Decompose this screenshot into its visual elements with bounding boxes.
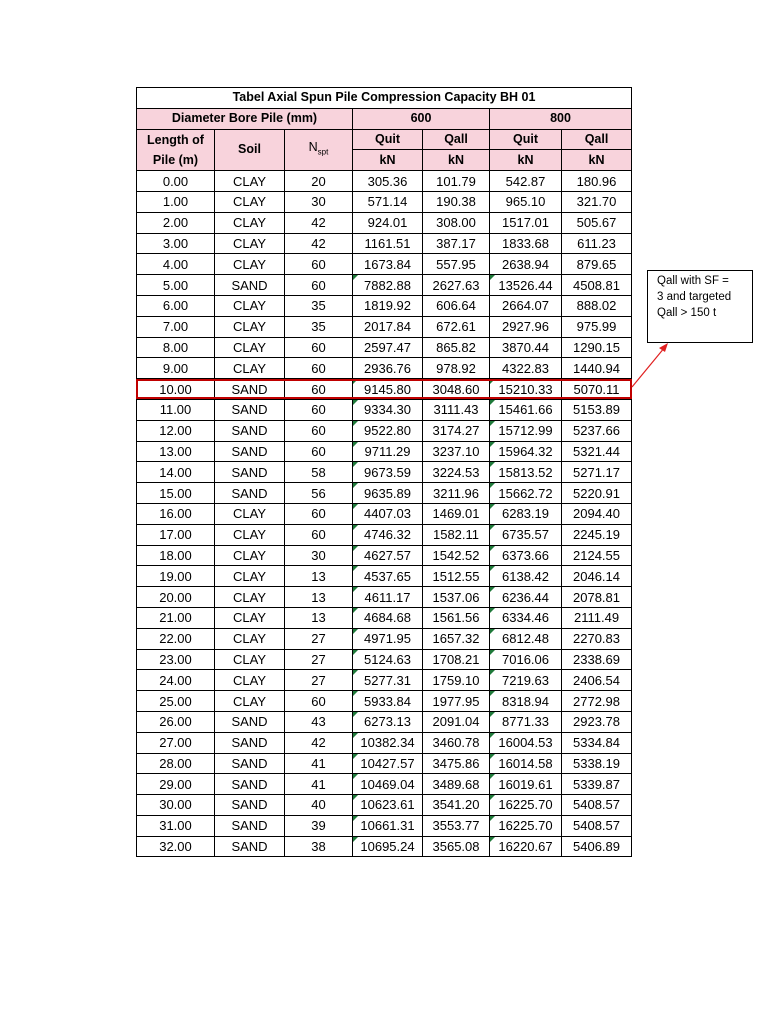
cell-nspt: 43 [285,711,353,732]
cell-qall-800: 5406.89 [562,836,632,857]
cell-qall-600: 1759.10 [423,670,490,691]
cell-nspt: 42 [285,732,353,753]
cell-qult-600: 1161.51 [353,233,423,254]
cell-nspt: 27 [285,670,353,691]
cell-qult-800: 8318.94 [490,691,562,712]
cell-qult-600: 5124.63 [353,649,423,670]
cell-qult-600: 5277.31 [353,670,423,691]
cell-soil: CLAY [215,607,285,628]
cell-nspt: 60 [285,524,353,545]
cell-qall-800: 5339.87 [562,774,632,795]
cell-qult-600: 2017.84 [353,316,423,337]
cell-soil: SAND [215,379,285,400]
cell-length: 5.00 [137,275,215,296]
cell-nspt: 41 [285,774,353,795]
cell-qall-800: 5220.91 [562,483,632,504]
cell-nspt: 38 [285,836,353,857]
callout-line3: Qall > 150 t [657,307,717,319]
cell-length: 25.00 [137,691,215,712]
cell-nspt: 60 [285,358,353,379]
cell-qall-800: 2078.81 [562,587,632,608]
cell-qall-800: 5408.57 [562,795,632,816]
cell-qult-600: 9522.80 [353,420,423,441]
cell-qall-800: 2245.19 [562,524,632,545]
cell-soil: CLAY [215,295,285,316]
cell-nspt: 60 [285,691,353,712]
cell-qall-800: 879.65 [562,254,632,275]
cell-qult-800: 7016.06 [490,649,562,670]
cell-length: 16.00 [137,503,215,524]
cell-qult-600: 4971.95 [353,628,423,649]
cell-qall-600: 3224.53 [423,462,490,483]
cell-length: 31.00 [137,815,215,836]
cell-soil: CLAY [215,566,285,587]
cell-qall-800: 5271.17 [562,462,632,483]
cell-qall-600: 606.64 [423,295,490,316]
cell-qall-800: 5338.19 [562,753,632,774]
cell-qall-800: 2046.14 [562,566,632,587]
cell-qult-800: 4322.83 [490,358,562,379]
cell-soil: CLAY [215,233,285,254]
cell-length: 30.00 [137,795,215,816]
cell-qult-600: 1819.92 [353,295,423,316]
cell-qall-800: 2094.40 [562,503,632,524]
cell-length: 24.00 [137,670,215,691]
cell-length: 27.00 [137,732,215,753]
cell-nspt: 35 [285,295,353,316]
cell-qult-800: 6334.46 [490,607,562,628]
cell-length: 0.00 [137,171,215,192]
cell-qult-600: 10623.61 [353,795,423,816]
cell-soil: SAND [215,399,285,420]
cell-nspt: 60 [285,399,353,420]
cell-qall-600: 3048.60 [423,379,490,400]
cell-qall-800: 1290.15 [562,337,632,358]
cell-qall-600: 3475.86 [423,753,490,774]
cell-qall-600: 1708.21 [423,649,490,670]
cell-qall-600: 3174.27 [423,420,490,441]
length-header-line1: Length of [147,132,204,147]
cell-qult-800: 542.87 [490,171,562,192]
cell-soil: SAND [215,732,285,753]
cell-qall-800: 5153.89 [562,399,632,420]
cell-length: 29.00 [137,774,215,795]
cell-qall-600: 308.00 [423,212,490,233]
cell-soil: SAND [215,753,285,774]
cell-qult-800: 965.10 [490,191,562,212]
diameter-label: Diameter Bore Pile (mm) [137,108,353,129]
cell-qult-600: 10469.04 [353,774,423,795]
cell-length: 19.00 [137,566,215,587]
cell-length: 18.00 [137,545,215,566]
cell-soil: CLAY [215,212,285,233]
cell-nspt: 60 [285,441,353,462]
cell-qult-600: 4611.17 [353,587,423,608]
cell-qult-600: 4537.65 [353,566,423,587]
cell-qall-600: 3553.77 [423,815,490,836]
cell-qall-600: 3211.96 [423,483,490,504]
cell-soil: CLAY [215,691,285,712]
cell-nspt: 13 [285,607,353,628]
cell-nspt: 60 [285,275,353,296]
cell-qall-600: 3460.78 [423,732,490,753]
cell-qult-600: 571.14 [353,191,423,212]
cell-qult-800: 2638.94 [490,254,562,275]
cell-qult-800: 15813.52 [490,462,562,483]
soil-header: Soil [215,129,285,171]
cell-nspt: 27 [285,628,353,649]
cell-qall-800: 505.67 [562,212,632,233]
cell-qall-800: 2406.54 [562,670,632,691]
cell-qall-800: 5334.84 [562,732,632,753]
cell-qult-800: 16225.70 [490,795,562,816]
qult-800-header: Quit [490,129,562,150]
cell-nspt: 56 [285,483,353,504]
cell-qall-600: 865.82 [423,337,490,358]
cell-qult-800: 3870.44 [490,337,562,358]
cell-length: 1.00 [137,191,215,212]
cell-qult-600: 5933.84 [353,691,423,712]
cell-length: 20.00 [137,587,215,608]
cell-qult-800: 15461.66 [490,399,562,420]
cell-length: 10.00 [137,379,215,400]
cell-qall-800: 4508.81 [562,275,632,296]
cell-soil: CLAY [215,337,285,358]
cell-qult-800: 6283.19 [490,503,562,524]
cell-soil: CLAY [215,316,285,337]
cell-nspt: 60 [285,379,353,400]
nspt-sub: spt [317,147,329,157]
cell-qall-800: 2338.69 [562,649,632,670]
cell-qall-800: 321.70 [562,191,632,212]
cell-qall-600: 1582.11 [423,524,490,545]
cell-qult-800: 6138.42 [490,566,562,587]
qall-800-header: Qall [562,129,632,150]
length-header-line2: Pile (m) [152,152,199,167]
table-title: Tabel Axial Spun Pile Compression Capacity BH 01 [137,88,632,109]
cell-qult-800: 16225.70 [490,815,562,836]
cell-qult-800: 15662.72 [490,483,562,504]
cell-qall-600: 387.17 [423,233,490,254]
cell-length: 32.00 [137,836,215,857]
cell-soil: CLAY [215,524,285,545]
cell-qult-800: 15964.32 [490,441,562,462]
cell-soil: SAND [215,483,285,504]
nspt-main: N [308,140,318,155]
cell-qult-800: 16004.53 [490,732,562,753]
cell-nspt: 60 [285,254,353,275]
unit-qall-600: kN [423,150,490,171]
cell-length: 17.00 [137,524,215,545]
cell-qult-600: 2597.47 [353,337,423,358]
cell-qult-600: 10427.57 [353,753,423,774]
cell-soil: CLAY [215,503,285,524]
cell-qult-800: 6735.57 [490,524,562,545]
cell-qult-600: 2936.76 [353,358,423,379]
cell-qall-800: 180.96 [562,171,632,192]
cell-qall-800: 5321.44 [562,441,632,462]
cell-qall-600: 1537.06 [423,587,490,608]
cell-length: 22.00 [137,628,215,649]
cell-qall-600: 1561.56 [423,607,490,628]
cell-length: 8.00 [137,337,215,358]
cell-soil: CLAY [215,254,285,275]
cell-qult-600: 4746.32 [353,524,423,545]
diameter-800: 800 [490,108,632,129]
cell-length: 2.00 [137,212,215,233]
cell-nspt: 42 [285,212,353,233]
cell-nspt: 41 [285,753,353,774]
cell-length: 28.00 [137,753,215,774]
cell-qall-600: 1512.55 [423,566,490,587]
cell-soil: SAND [215,774,285,795]
cell-qult-800: 2664.07 [490,295,562,316]
cell-soil: CLAY [215,649,285,670]
unit-qall-800: kN [562,150,632,171]
cell-qall-600: 1542.52 [423,545,490,566]
cell-qult-800: 6236.44 [490,587,562,608]
cell-qult-800: 15210.33 [490,379,562,400]
cell-length: 13.00 [137,441,215,462]
cell-length: 3.00 [137,233,215,254]
cell-qult-800: 2927.96 [490,316,562,337]
cell-nspt: 35 [285,316,353,337]
cell-qult-800: 16014.58 [490,753,562,774]
cell-qult-800: 7219.63 [490,670,562,691]
unit-qult-600: kN [353,150,423,171]
cell-nspt: 13 [285,587,353,608]
cell-qall-800: 2923.78 [562,711,632,732]
cell-nspt: 60 [285,503,353,524]
cell-soil: CLAY [215,628,285,649]
cell-nspt: 30 [285,545,353,566]
cell-length: 12.00 [137,420,215,441]
cell-length: 23.00 [137,649,215,670]
diameter-600: 600 [353,108,490,129]
cell-soil: SAND [215,462,285,483]
cell-qult-600: 1673.84 [353,254,423,275]
cell-soil: SAND [215,420,285,441]
callout-line1: Qall with SF = [657,275,729,287]
cell-length: 7.00 [137,316,215,337]
cell-qall-600: 672.61 [423,316,490,337]
cell-soil: CLAY [215,358,285,379]
cell-qall-600: 2091.04 [423,711,490,732]
cell-soil: SAND [215,795,285,816]
cell-qult-600: 10695.24 [353,836,423,857]
cell-qult-800: 1833.68 [490,233,562,254]
qall-600-header: Qall [423,129,490,150]
cell-qult-600: 9635.89 [353,483,423,504]
cell-length: 6.00 [137,295,215,316]
cell-qult-800: 16220.67 [490,836,562,857]
cell-qall-800: 5237.66 [562,420,632,441]
cell-qall-600: 2627.63 [423,275,490,296]
cell-qall-600: 978.92 [423,358,490,379]
cell-qall-800: 975.99 [562,316,632,337]
cell-qult-800: 6373.66 [490,545,562,566]
cell-nspt: 20 [285,171,353,192]
cell-qult-600: 924.01 [353,212,423,233]
cell-qult-600: 4627.57 [353,545,423,566]
cell-qult-600: 9334.30 [353,399,423,420]
arrow-line [632,347,665,387]
qult-600-header: Quit [353,129,423,150]
cell-length: 11.00 [137,399,215,420]
cell-nspt: 58 [285,462,353,483]
cell-soil: SAND [215,441,285,462]
cell-qall-600: 1977.95 [423,691,490,712]
cell-qult-600: 9711.29 [353,441,423,462]
cell-qall-800: 5408.57 [562,815,632,836]
callout-line2: 3 and targeted [657,291,732,303]
cell-qult-800: 1517.01 [490,212,562,233]
cell-qall-600: 3111.43 [423,399,490,420]
cell-soil: CLAY [215,191,285,212]
cell-nspt: 30 [285,191,353,212]
cell-qult-600: 10661.31 [353,815,423,836]
cell-qult-600: 7882.88 [353,275,423,296]
cell-nspt: 27 [285,649,353,670]
cell-qult-600: 9145.80 [353,379,423,400]
cell-qult-600: 10382.34 [353,732,423,753]
cell-qult-800: 15712.99 [490,420,562,441]
cell-qult-600: 6273.13 [353,711,423,732]
cell-qult-600: 305.36 [353,171,423,192]
cell-length: 4.00 [137,254,215,275]
cell-nspt: 13 [285,566,353,587]
cell-length: 26.00 [137,711,215,732]
cell-qall-800: 2270.83 [562,628,632,649]
cell-qall-600: 3565.08 [423,836,490,857]
cell-qall-600: 1469.01 [423,503,490,524]
cell-nspt: 40 [285,795,353,816]
cell-qult-600: 9673.59 [353,462,423,483]
cell-qall-800: 2772.98 [562,691,632,712]
cell-qall-600: 557.95 [423,254,490,275]
cell-qult-600: 4407.03 [353,503,423,524]
cell-length: 21.00 [137,607,215,628]
cell-qult-800: 8771.33 [490,711,562,732]
cell-soil: CLAY [215,545,285,566]
cell-qall-600: 101.79 [423,171,490,192]
cell-qall-800: 5070.11 [562,379,632,400]
unit-qult-800: kN [490,150,562,171]
cell-qall-600: 1657.32 [423,628,490,649]
cell-soil: CLAY [215,171,285,192]
cell-qall-800: 2111.49 [562,607,632,628]
cell-soil: CLAY [215,670,285,691]
cell-qall-600: 3489.68 [423,774,490,795]
cell-qult-600: 4684.68 [353,607,423,628]
cell-soil: SAND [215,836,285,857]
cell-nspt: 60 [285,337,353,358]
cell-qult-800: 13526.44 [490,275,562,296]
cell-qall-600: 3541.20 [423,795,490,816]
cell-qall-600: 3237.10 [423,441,490,462]
cell-length: 9.00 [137,358,215,379]
cell-qall-800: 1440.94 [562,358,632,379]
cell-qall-800: 888.02 [562,295,632,316]
cell-length: 14.00 [137,462,215,483]
cell-nspt: 42 [285,233,353,254]
cell-nspt: 39 [285,815,353,836]
cell-soil: SAND [215,275,285,296]
cell-nspt: 60 [285,420,353,441]
cell-qall-800: 2124.55 [562,545,632,566]
cell-soil: SAND [215,815,285,836]
arrow-head [659,343,668,352]
cell-qall-600: 190.38 [423,191,490,212]
cell-qult-800: 6812.48 [490,628,562,649]
cell-soil: CLAY [215,587,285,608]
cell-soil: SAND [215,711,285,732]
cell-qall-800: 611.23 [562,233,632,254]
cell-length: 15.00 [137,483,215,504]
cell-qult-800: 16019.61 [490,774,562,795]
